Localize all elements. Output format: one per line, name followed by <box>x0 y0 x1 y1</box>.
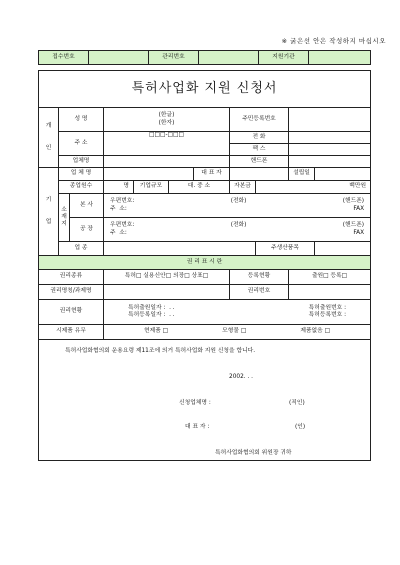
manage-no-label: 관리번호 <box>149 51 199 65</box>
capital-label: 자본금 <box>230 181 256 194</box>
receipt-no-field[interactable] <box>89 51 149 65</box>
right-name-label: 권리명칭/과제명 <box>39 285 104 300</box>
factory-address-field[interactable]: 우편번호: (전화) (핸드폰) 주 소: FAX <box>104 218 371 242</box>
form-title: 특허사업화 지원 신청서 <box>39 71 371 108</box>
ceo-field[interactable] <box>230 168 289 181</box>
notice-text: ※ 굵은선 안은 작성하지 마십시오 <box>281 37 386 45</box>
phone-field[interactable] <box>289 132 371 144</box>
founded-field[interactable] <box>315 168 371 181</box>
right-no-field[interactable] <box>289 285 371 300</box>
declaration-text: 특허사업화협의회 운용요령 제11조에 의거 특허사업화 지원 신청을 합니다. <box>65 348 256 354</box>
mobile-label: 핸드폰 <box>230 156 289 168</box>
company-name-label: 업 체 명 <box>59 168 104 181</box>
phone-label: 전 화 <box>230 132 289 144</box>
industry-label: 업 종 <box>59 242 104 256</box>
ceo-sign-label: 대 표 자 : <box>185 424 210 430</box>
address-label: 주 소 <box>59 132 104 156</box>
occupation-label: 업체명 <box>59 156 104 168</box>
main-products-label: 주생산품목 <box>256 242 315 256</box>
right-type-options[interactable]: 특허□ 실용신안□ 의장□ 상표□ <box>104 270 230 285</box>
scale-label: 기업규모 <box>134 181 169 194</box>
declaration-box <box>39 340 371 461</box>
manage-no-field[interactable] <box>199 51 259 65</box>
ceo-seal: (인) <box>295 424 306 430</box>
declaration-date[interactable]: 2002. . . <box>229 374 253 380</box>
company-name-field[interactable] <box>104 168 194 181</box>
prototype-label: 시제품 유무 <box>39 325 104 340</box>
fax-field[interactable] <box>289 144 371 156</box>
individual-section-label: 개 인 <box>39 108 59 168</box>
factory-label: 공 장 <box>70 218 104 242</box>
occupation-field[interactable] <box>104 156 230 168</box>
hq-address-field[interactable]: 우편번호: (전화) (핸드폰) 주 소: FAX <box>104 194 371 218</box>
rights-header: 권 리 표 시 란 <box>39 256 371 270</box>
right-no-label: 권리번호 <box>230 285 289 300</box>
office-use-table <box>38 50 371 65</box>
agency-label: 지원기관 <box>259 51 309 65</box>
company-seal: (직인) <box>289 400 305 406</box>
application-form <box>38 70 371 461</box>
employees-label: 종업원수 <box>59 181 104 194</box>
name-field[interactable]: (한글) (한자) <box>104 108 230 132</box>
receipt-no-label: 접수번호 <box>39 51 89 65</box>
scale-options[interactable]: 대. 중 소 <box>169 181 230 194</box>
location-label: 소 재 지 <box>59 194 70 242</box>
resident-no-field[interactable] <box>289 108 371 132</box>
right-type-label: 권리종류 <box>39 270 104 285</box>
recipient-text: 특허사업화협의회 위원장 귀하 <box>215 450 292 456</box>
ceo-label: 대 표 자 <box>194 168 230 181</box>
address-field[interactable] <box>104 132 230 156</box>
capital-field[interactable]: 백만원 <box>256 181 371 194</box>
prototype-options[interactable]: 현제품 □ 모형물 □ 제품없음 □ <box>104 325 371 340</box>
fax-label: 팩 스 <box>230 144 289 156</box>
industry-field[interactable] <box>104 242 256 256</box>
postal-code: □□□-□□□ <box>149 132 184 138</box>
right-status-label: 권리현황 <box>39 300 104 325</box>
reg-status-label: 등록현황 <box>230 270 289 285</box>
name-label: 성 명 <box>59 108 104 132</box>
applicant-company-label: 신청업체명 : <box>179 400 211 406</box>
employees-field[interactable]: 명 <box>104 181 134 194</box>
agency-field[interactable] <box>309 51 371 65</box>
resident-no-label: 주민등록번호 <box>230 108 289 132</box>
main-products-field[interactable] <box>315 242 371 256</box>
right-status-field[interactable]: 특허출원일자 : . . 특허출원번호 : 특허등록일자 : . . 특허등록번호 : <box>104 300 371 325</box>
company-section-label: 기 업 <box>39 168 59 256</box>
right-name-field[interactable] <box>104 285 230 300</box>
mobile-field[interactable] <box>289 156 371 168</box>
hq-label: 본 사 <box>70 194 104 218</box>
founded-label: 설립일 <box>289 168 315 181</box>
reg-status-options[interactable]: 출원□ 등록□ <box>289 270 371 285</box>
